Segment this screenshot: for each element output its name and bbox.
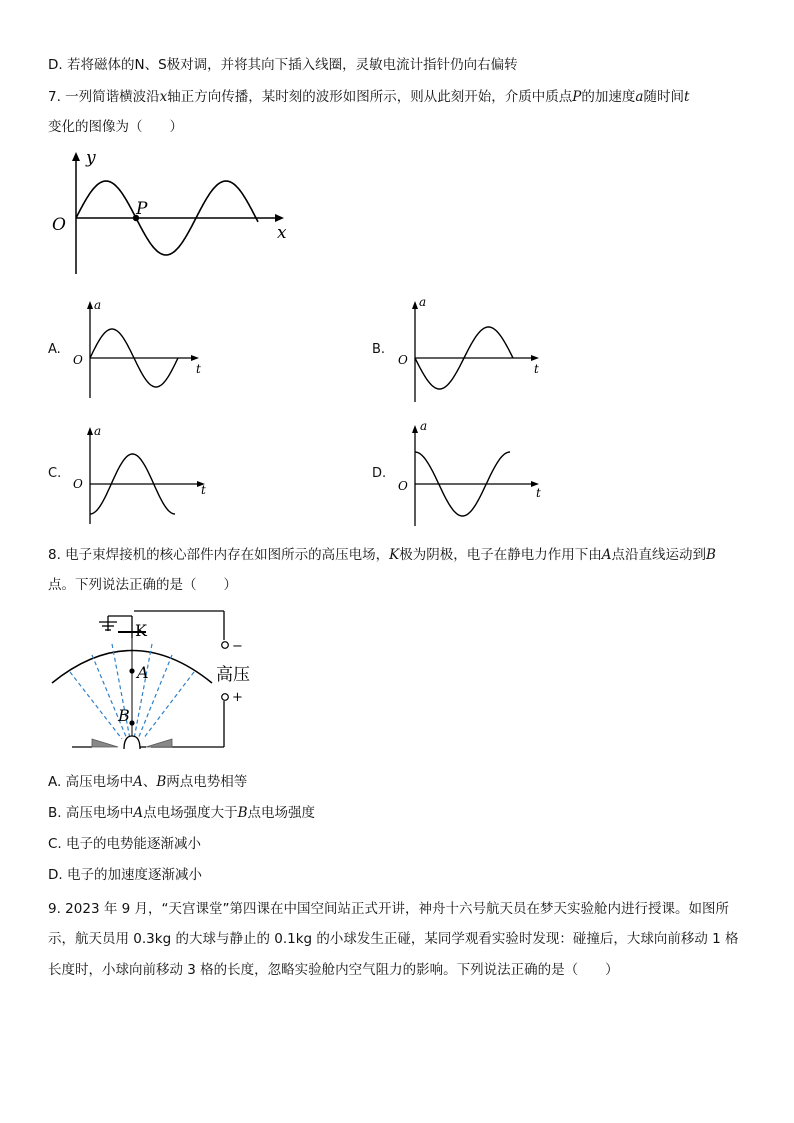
option-a-graph[interactable]: [65, 296, 215, 400]
q9-stem-line1: 9. 2023 年 9 月，“天宫课堂”第四课在中国空间站正式开讲，神舟十六号航天员在梦天实验舱内进行授课。如图所: [48, 901, 729, 917]
option-b-letter[interactable]: B.: [372, 342, 386, 357]
wave-y-label: y: [86, 148, 96, 168]
option-d-letter[interactable]: D.: [372, 466, 387, 481]
option-a-origin: O: [73, 353, 83, 367]
option-b-origin: O: [398, 353, 408, 367]
q9-stem-line3: 长度时，小球向前移动 3 格的长度，忽略实验舱内空气阻力的影响。下列说法正确的是（ ）: [48, 962, 619, 978]
option-d-a-label: a: [420, 420, 428, 433]
option-c-a-label: a: [94, 424, 102, 438]
wave-origin-label: O: [52, 215, 66, 235]
q8-option-a[interactable]: A. 高压电场中A、B两点电势相等: [48, 774, 248, 790]
option-c-origin: O: [73, 477, 83, 491]
q6-option-d: D. 若将磁体的N、S极对调，并将其向下插入线圈，灵敏电流计指针仍向右偏转: [48, 57, 518, 73]
q8-option-b[interactable]: B. 高压电场中A点电场强度大于B点电场强度: [48, 805, 316, 821]
option-d-t-label: t: [536, 486, 541, 500]
option-b-a-label: a: [419, 296, 427, 309]
cathode-label: K: [135, 621, 147, 640]
option-b-graph[interactable]: [390, 296, 550, 404]
q8-option-c[interactable]: C. 电子的电势能逐渐减小: [48, 836, 202, 852]
terminal-minus: −: [232, 639, 243, 654]
q8-stem-line2: 点。下列说法正确的是（ ）: [48, 577, 237, 593]
option-a-a-label: a: [94, 298, 102, 312]
option-a-t-label: t: [196, 362, 201, 376]
wave-point-p-label: P: [136, 199, 148, 219]
q9-stem-line2: 示，航天员用 0.3kg 的大球与静止的 0.1kg 的小球发生正碰，某同学观看实验时发现：碰撞后，大球向前移动 1 格: [48, 931, 739, 947]
point-a-label: A: [137, 663, 149, 682]
option-d-graph[interactable]: [390, 420, 550, 528]
q8-stem-line1: 8. 电子束焊接机的核心部件内存在如图所示的高压电场，K极为阴极，电子在静电力作用下由A点沿直线运动到B: [48, 547, 716, 563]
field-figure: [48, 608, 268, 760]
q7-stem-line1: 7. 一列简谐横波沿x轴正方向传播，某时刻的波形如图所示，则从此刻开始，介质中质点P的加速度a随时间t: [48, 89, 690, 105]
q7-stem-line2: 变化的图像为（ ）: [48, 119, 183, 135]
wave-x-label: x: [277, 223, 287, 243]
option-c-graph[interactable]: [65, 422, 215, 526]
q8-option-d[interactable]: D. 电子的加速度逐渐减小: [48, 867, 202, 883]
terminal-plus: +: [232, 690, 243, 705]
option-d-origin: O: [398, 479, 408, 493]
option-a-letter[interactable]: A.: [48, 342, 61, 357]
option-c-letter[interactable]: C.: [48, 466, 62, 481]
high-voltage-label: 高压: [216, 665, 250, 685]
option-b-t-label: t: [534, 362, 539, 376]
point-b-label: B: [118, 706, 130, 725]
option-c-t-label: t: [201, 483, 206, 497]
wave-figure: [48, 148, 298, 278]
